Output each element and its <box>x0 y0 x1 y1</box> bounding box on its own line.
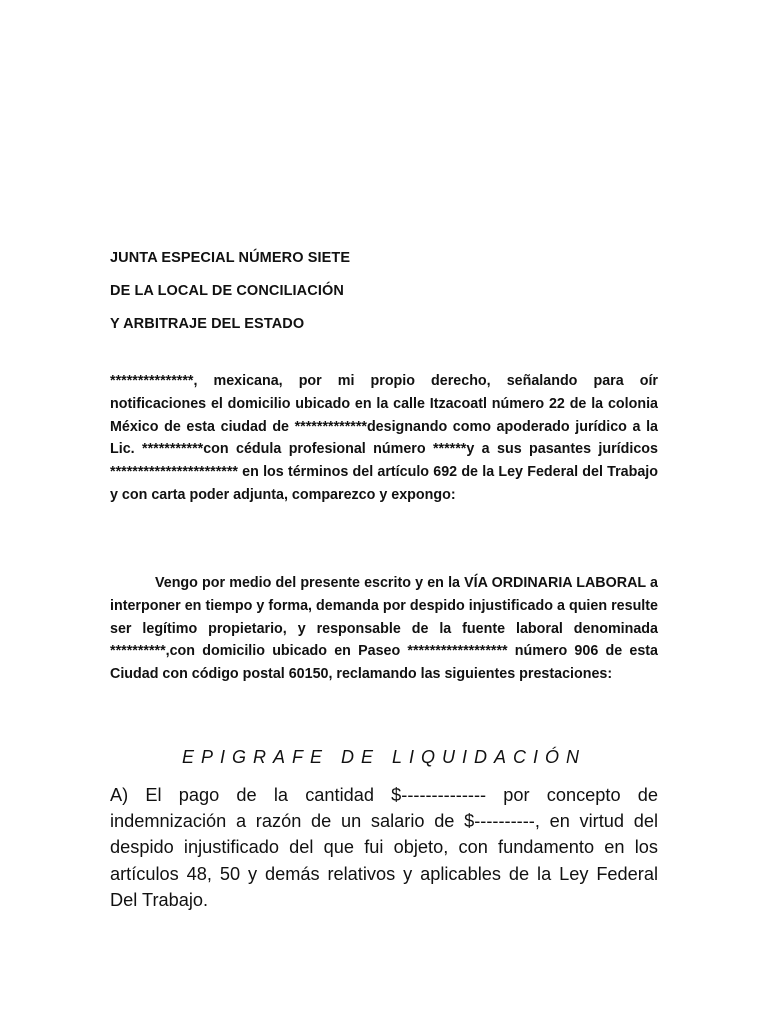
claim-paragraph: Vengo por medio del presente escrito y en la VÍA ORDINARIA LABORAL a interponer en tiempo y forma, demanda por despido injustificado a quien resulte ser legítimo propietario, y responsable de la fuente laboral denominada **********,con domicilio ubicado en Paseo ****************** número 906 de esta Ciudad con código postal 60150, reclamando las siguientes prestaciones: <box>110 575 658 683</box>
item-a-paragraph: A) El pago de la cantidad $-------------- por concepto de indemnización a razón de un salario de $----------, en virtud del despido injustificado del que fui objeto, con fundamento en los artículos 48, 50 y demás relativos y aplicables de la Ley Federal Del Trabajo. <box>110 785 658 910</box>
header-line-2: DE LA LOCAL DE CONCILIACIÓN <box>110 283 344 299</box>
intro-paragraph: ***************, mexicana, por mi propio derecho, señalando para oír notificaciones el domicilio ubicado en la calle Itzacoatl número 22 de la colonia México de esta ciudad de *************designando como apoderado jurídico a la Lic. ***********con cédula profesional número ******y a sus pasantes jurídicos *********************** en los términos del artículo 692 de la Ley Federal del Trabajo y con carta poder adjunta, comparezco y expongo: <box>110 373 658 503</box>
header-line-1: JUNTA ESPECIAL NÚMERO SIETE <box>110 250 351 266</box>
document-page <box>110 0 658 1024</box>
section-title: EPIGRAFE DE LIQUIDACIÓN <box>181 747 587 767</box>
court-header <box>110 248 658 347</box>
header-line-3: Y ARBITRAJE DEL ESTADO <box>110 316 305 332</box>
